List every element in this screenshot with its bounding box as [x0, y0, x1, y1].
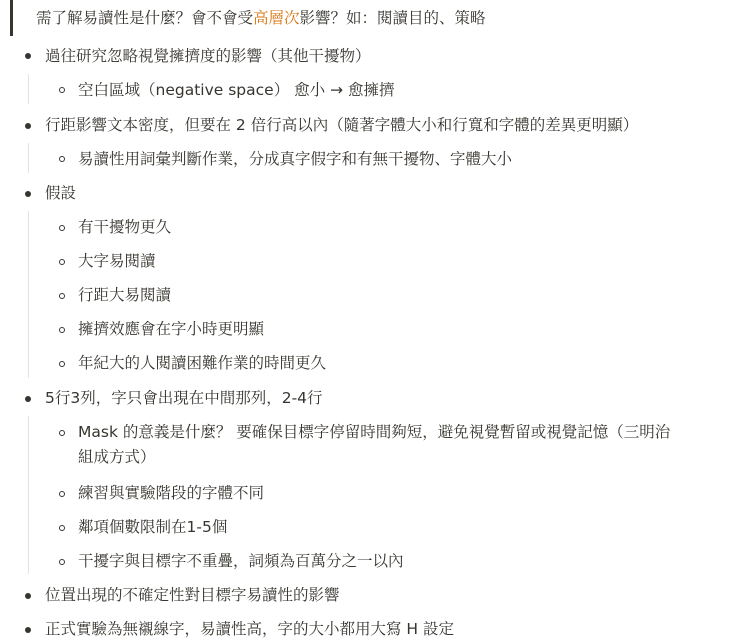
bullet-dot — [25, 191, 31, 197]
list-item: 5行3列，字只會出現在中間那列，2-4行 — [45, 389, 323, 407]
bullet-dot — [25, 53, 31, 59]
bullet-dot — [25, 627, 31, 633]
callout-quote — [10, 0, 737, 36]
bullet-dot — [25, 123, 31, 129]
bullet-circle — [59, 361, 65, 367]
indent-guide — [28, 416, 29, 574]
list-item: Mask 的意義是什麼？ 要確保目標字停留時間夠短，避免視覺暫留或視覺記憶（三明治 — [78, 423, 671, 441]
indent-guide — [28, 143, 29, 173]
bullet-circle — [59, 491, 65, 497]
list-item: 擁擠效應會在字小時更明顯 — [78, 320, 265, 338]
list-item: 練習與實驗階段的字體不同 — [78, 484, 265, 502]
bullet-circle — [59, 525, 65, 531]
list-item: 位置出現的不確定性對目標字易讀性的影響 — [45, 586, 340, 604]
list-item: 年紀大的人閱讀困難作業的時間更久 — [78, 354, 327, 372]
list-item: 干擾字與目標字不重疊，詞頻為百萬分之一以內 — [78, 552, 404, 570]
quote-text — [36, 6, 486, 30]
bullet-circle — [59, 293, 65, 299]
list-item: 空白區域（negative space） 愈小 → 愈擁擠 — [78, 81, 395, 99]
list-item: 大字易閱讀 — [78, 252, 156, 270]
list-item: 有干擾物更久 — [78, 218, 172, 236]
bullet-circle — [59, 156, 65, 162]
bullet-circle — [59, 259, 65, 265]
quote-highlight: 高層次 — [253, 9, 300, 27]
list-item-wrap: 組成方式） — [78, 448, 156, 466]
indent-guide — [28, 211, 29, 378]
bullet-circle — [59, 559, 65, 565]
bullet-dot — [25, 396, 31, 402]
list-item: 易讀性用詞彙判斷作業，分成真字假字和有無干擾物、字體大小 — [78, 150, 513, 168]
list-item: 過往研究忽略視覺擁擠度的影響（其他干擾物） — [45, 47, 371, 65]
quote-text-before: 需了解易讀性是什麼？會不會受 — [36, 9, 254, 27]
list-item: 鄰項個數限制在1-5個 — [78, 518, 228, 536]
bullet-circle — [59, 430, 65, 436]
bullet-circle — [59, 87, 65, 93]
bullet-circle — [59, 327, 65, 333]
bullet-dot — [25, 593, 31, 599]
list-item: 行距影響文本密度，但要在 2 倍行高以內（隨著字體大小和行寬和字體的差異更明顯） — [45, 116, 639, 134]
list-item: 正式實驗為無襯線字，易讀性高，字的大小都用大寫 H 設定 — [45, 620, 455, 638]
list-item: 假設 — [45, 184, 77, 202]
list-item: 行距大易閱讀 — [78, 286, 172, 304]
bullet-circle — [59, 225, 65, 231]
indent-guide — [28, 74, 29, 104]
quote-text-after: 影響？如：閱讀目的、策略 — [299, 9, 486, 27]
